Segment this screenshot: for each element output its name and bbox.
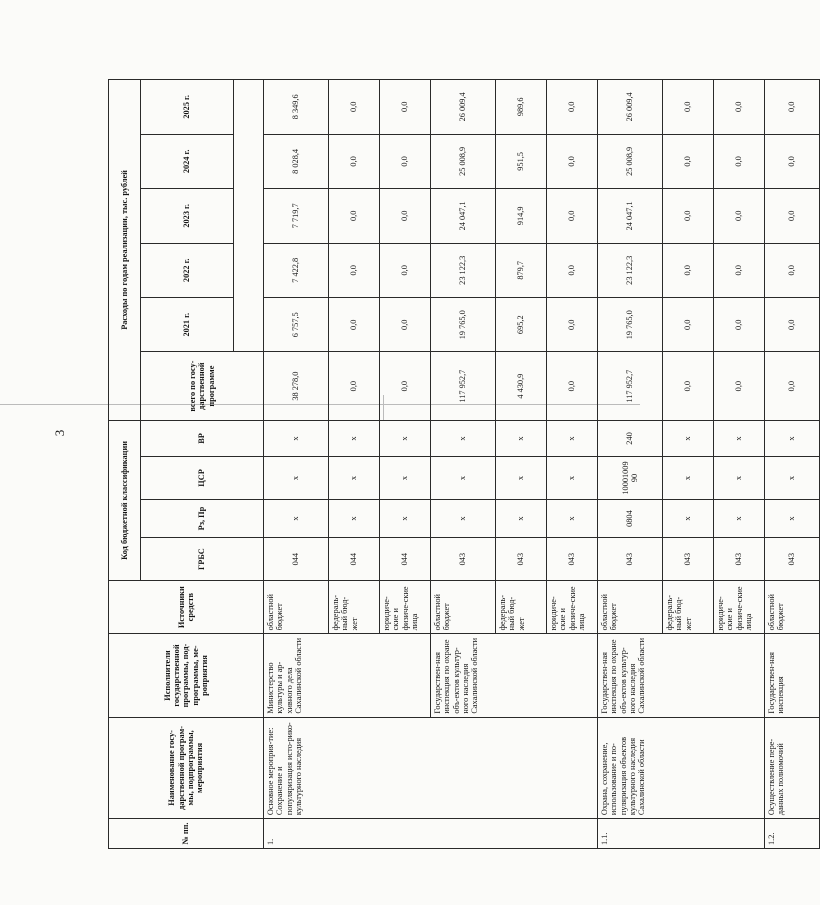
row-2024: 951,5	[496, 134, 547, 188]
row-2025: 0,0	[380, 80, 431, 135]
row-2022: 0,0	[380, 243, 431, 297]
row-grbs: 043	[431, 538, 496, 581]
row-2025: 0,0	[714, 80, 765, 135]
row-2025: 0,0	[329, 80, 380, 135]
row-2024: 8 028,4	[264, 134, 329, 188]
row-total: 0,0	[663, 352, 714, 420]
year-spacer	[234, 80, 264, 352]
row-2021: 0,0	[663, 298, 714, 352]
row-2021: 695,2	[496, 298, 547, 352]
row-2022: 0,0	[663, 243, 714, 297]
row-number: 1.	[264, 819, 598, 849]
row-number: 1.2.	[765, 819, 820, 849]
row-2021: 0,0	[714, 298, 765, 352]
row-2024: 0,0	[380, 134, 431, 188]
col-2021-header: 2021 г.	[141, 298, 234, 352]
row-grbs: 044	[380, 538, 431, 581]
row-2024: 0,0	[663, 134, 714, 188]
row-name: Охрана, сохранение, использование и по-пуляризация объектов культурного наследия Сахалинской области	[598, 717, 765, 818]
row-vr: x	[496, 420, 547, 456]
row-grbs: 043	[496, 538, 547, 581]
row-csr: x	[547, 457, 598, 500]
row-2022: 23 122,3	[598, 243, 663, 297]
row-source: юридиче-ские и физиче-ские лица	[547, 580, 598, 633]
row-grbs: 043	[765, 538, 820, 581]
row-2021: 6 757,5	[264, 298, 329, 352]
row-total: 0,0	[714, 352, 765, 420]
budget-code-header: Код бюджетной классификации	[109, 420, 141, 580]
row-source: областной бюджет	[765, 580, 820, 633]
col-2023-header: 2023 г.	[141, 189, 234, 243]
page-number: 3	[52, 429, 67, 437]
row-total: 4 430,9	[496, 352, 547, 420]
row-vr: x	[380, 420, 431, 456]
row-total: 0,0	[765, 352, 820, 420]
row-total: 0,0	[329, 352, 380, 420]
row-rzpr: x	[714, 499, 765, 537]
row-csr: x	[714, 457, 765, 500]
row-2023: 914,9	[496, 189, 547, 243]
table-row	[264, 80, 329, 849]
row-executor: Министерство культуры и ар-хивного дела Сахалинской области	[264, 634, 431, 717]
row-rzpr: x	[765, 499, 820, 537]
row-total: 117 952,7	[598, 352, 663, 420]
row-2024: 25 008,9	[598, 134, 663, 188]
row-source: областной бюджет	[431, 580, 496, 633]
col-2022-header: 2022 г.	[141, 243, 234, 297]
row-executor: Государствен-ная инспекция по охране объ-ектов культур-ного наследия Сахалинской области	[598, 634, 765, 717]
col-executor-header: Исполнители государственной программы, под-программы, ме-роприятия	[109, 634, 264, 717]
row-rzpr: x	[329, 499, 380, 537]
row-grbs: 044	[264, 538, 329, 581]
col-vr-header: ВР	[141, 420, 264, 456]
row-2022: 0,0	[765, 243, 820, 297]
row-rzpr: x	[547, 499, 598, 537]
row-executor: Государствен-ная инспекция по охране объ-ектов культур-ного наследия Сахалинской области	[431, 634, 598, 717]
row-2022: 0,0	[714, 243, 765, 297]
row-2023: 0,0	[329, 189, 380, 243]
row-csr: x	[663, 457, 714, 500]
row-2023: 0,0	[547, 189, 598, 243]
col-2024-header: 2024 г.	[141, 134, 234, 188]
row-grbs: 043	[714, 538, 765, 581]
row-rzpr: 0804	[598, 499, 663, 537]
row-2025: 0,0	[765, 80, 820, 135]
col-rzpr-header: Рз, Пр	[141, 499, 264, 537]
row-2025: 26 009,4	[431, 80, 496, 135]
row-name: Осуществление пере-данных полномочий	[765, 717, 820, 818]
budget-table	[108, 79, 820, 849]
row-2024: 25 008,9	[431, 134, 496, 188]
row-total: 117 952,7	[431, 352, 496, 420]
row-csr: x	[380, 457, 431, 500]
row-total: 0,0	[547, 352, 598, 420]
row-2022: 879,7	[496, 243, 547, 297]
row-source: федераль-ный бюд-жет	[329, 580, 380, 633]
row-total: 38 278,0	[264, 352, 329, 420]
row-vr: x	[547, 420, 598, 456]
col-source-header: Источники средств	[109, 580, 264, 633]
row-rzpr: x	[380, 499, 431, 537]
row-2024: 0,0	[714, 134, 765, 188]
row-rzpr: x	[496, 499, 547, 537]
row-source: юридиче-ские и физиче-ские лица	[714, 580, 765, 633]
row-csr: x	[264, 457, 329, 500]
row-csr: x	[496, 457, 547, 500]
row-rzpr: x	[431, 499, 496, 537]
row-executor: Государствен-ная инспекция	[765, 634, 820, 717]
row-2023: 24 047,1	[598, 189, 663, 243]
row-vr: x	[663, 420, 714, 456]
row-2021: 0,0	[380, 298, 431, 352]
row-2023: 0,0	[663, 189, 714, 243]
row-grbs: 043	[547, 538, 598, 581]
table-body	[264, 80, 820, 849]
row-vr: x	[329, 420, 380, 456]
row-2025: 26 009,4	[598, 80, 663, 135]
row-csr: 10001009 90	[598, 457, 663, 500]
row-2022: 7 422,8	[264, 243, 329, 297]
col-csr-header: ЦСР	[141, 457, 264, 500]
table-row	[765, 80, 820, 849]
row-2023: 24 047,1	[431, 189, 496, 243]
row-csr: x	[431, 457, 496, 500]
expenses-header: Расходы по годам реализации, тыс. рублей	[109, 80, 141, 421]
row-source: юридиче-ские и физиче-ские лица	[380, 580, 431, 633]
row-vr: x	[765, 420, 820, 456]
row-vr: x	[714, 420, 765, 456]
table-row	[598, 80, 663, 849]
rotated-page	[108, 79, 797, 849]
row-2022: 0,0	[547, 243, 598, 297]
row-2023: 0,0	[765, 189, 820, 243]
row-2022: 0,0	[329, 243, 380, 297]
row-source: областной бюджет	[264, 580, 329, 633]
row-rzpr: x	[264, 499, 329, 537]
row-csr: x	[765, 457, 820, 500]
row-total: 0,0	[380, 352, 431, 420]
row-2022: 23 122,3	[431, 243, 496, 297]
row-vr: x	[264, 420, 329, 456]
row-source: федераль-ный бюд-жет	[663, 580, 714, 633]
row-number: 1.1.	[598, 819, 765, 849]
row-grbs: 044	[329, 538, 380, 581]
row-2024: 0,0	[329, 134, 380, 188]
row-2025: 0,0	[663, 80, 714, 135]
row-csr: x	[329, 457, 380, 500]
row-2021: 19 765,0	[431, 298, 496, 352]
row-rzpr: x	[663, 499, 714, 537]
row-2025: 989,6	[496, 80, 547, 135]
col-name-header: Наименование госу-дарственной програм-мы, подпрограммы, мероприятия	[109, 717, 264, 818]
row-2025: 8 349,6	[264, 80, 329, 135]
row-source: федераль-ный бюд-жет	[496, 580, 547, 633]
col-grbs-header: ГРБС	[141, 538, 264, 581]
row-2021: 19 765,0	[598, 298, 663, 352]
row-name: Основное мероприя-тие: Сохранение и популяризация исто-рико-культурного наследия	[264, 717, 598, 818]
col-num-header: № пп.	[109, 819, 264, 849]
row-source: областной бюджет	[598, 580, 663, 633]
col-2025-header: 2025 г.	[141, 80, 234, 135]
row-grbs: 043	[598, 538, 663, 581]
row-2021: 0,0	[765, 298, 820, 352]
row-grbs: 043	[663, 538, 714, 581]
row-2021: 0,0	[547, 298, 598, 352]
row-2023: 7 719,7	[264, 189, 329, 243]
table-header	[109, 80, 264, 849]
row-2021: 0,0	[329, 298, 380, 352]
row-2024: 0,0	[765, 134, 820, 188]
row-2023: 0,0	[380, 189, 431, 243]
col-total-header: всего по госу-дарственной программе	[141, 352, 264, 420]
row-2023: 0,0	[714, 189, 765, 243]
row-vr: 240	[598, 420, 663, 456]
row-vr: x	[431, 420, 496, 456]
row-2025: 0,0	[547, 80, 598, 135]
row-2024: 0,0	[547, 134, 598, 188]
